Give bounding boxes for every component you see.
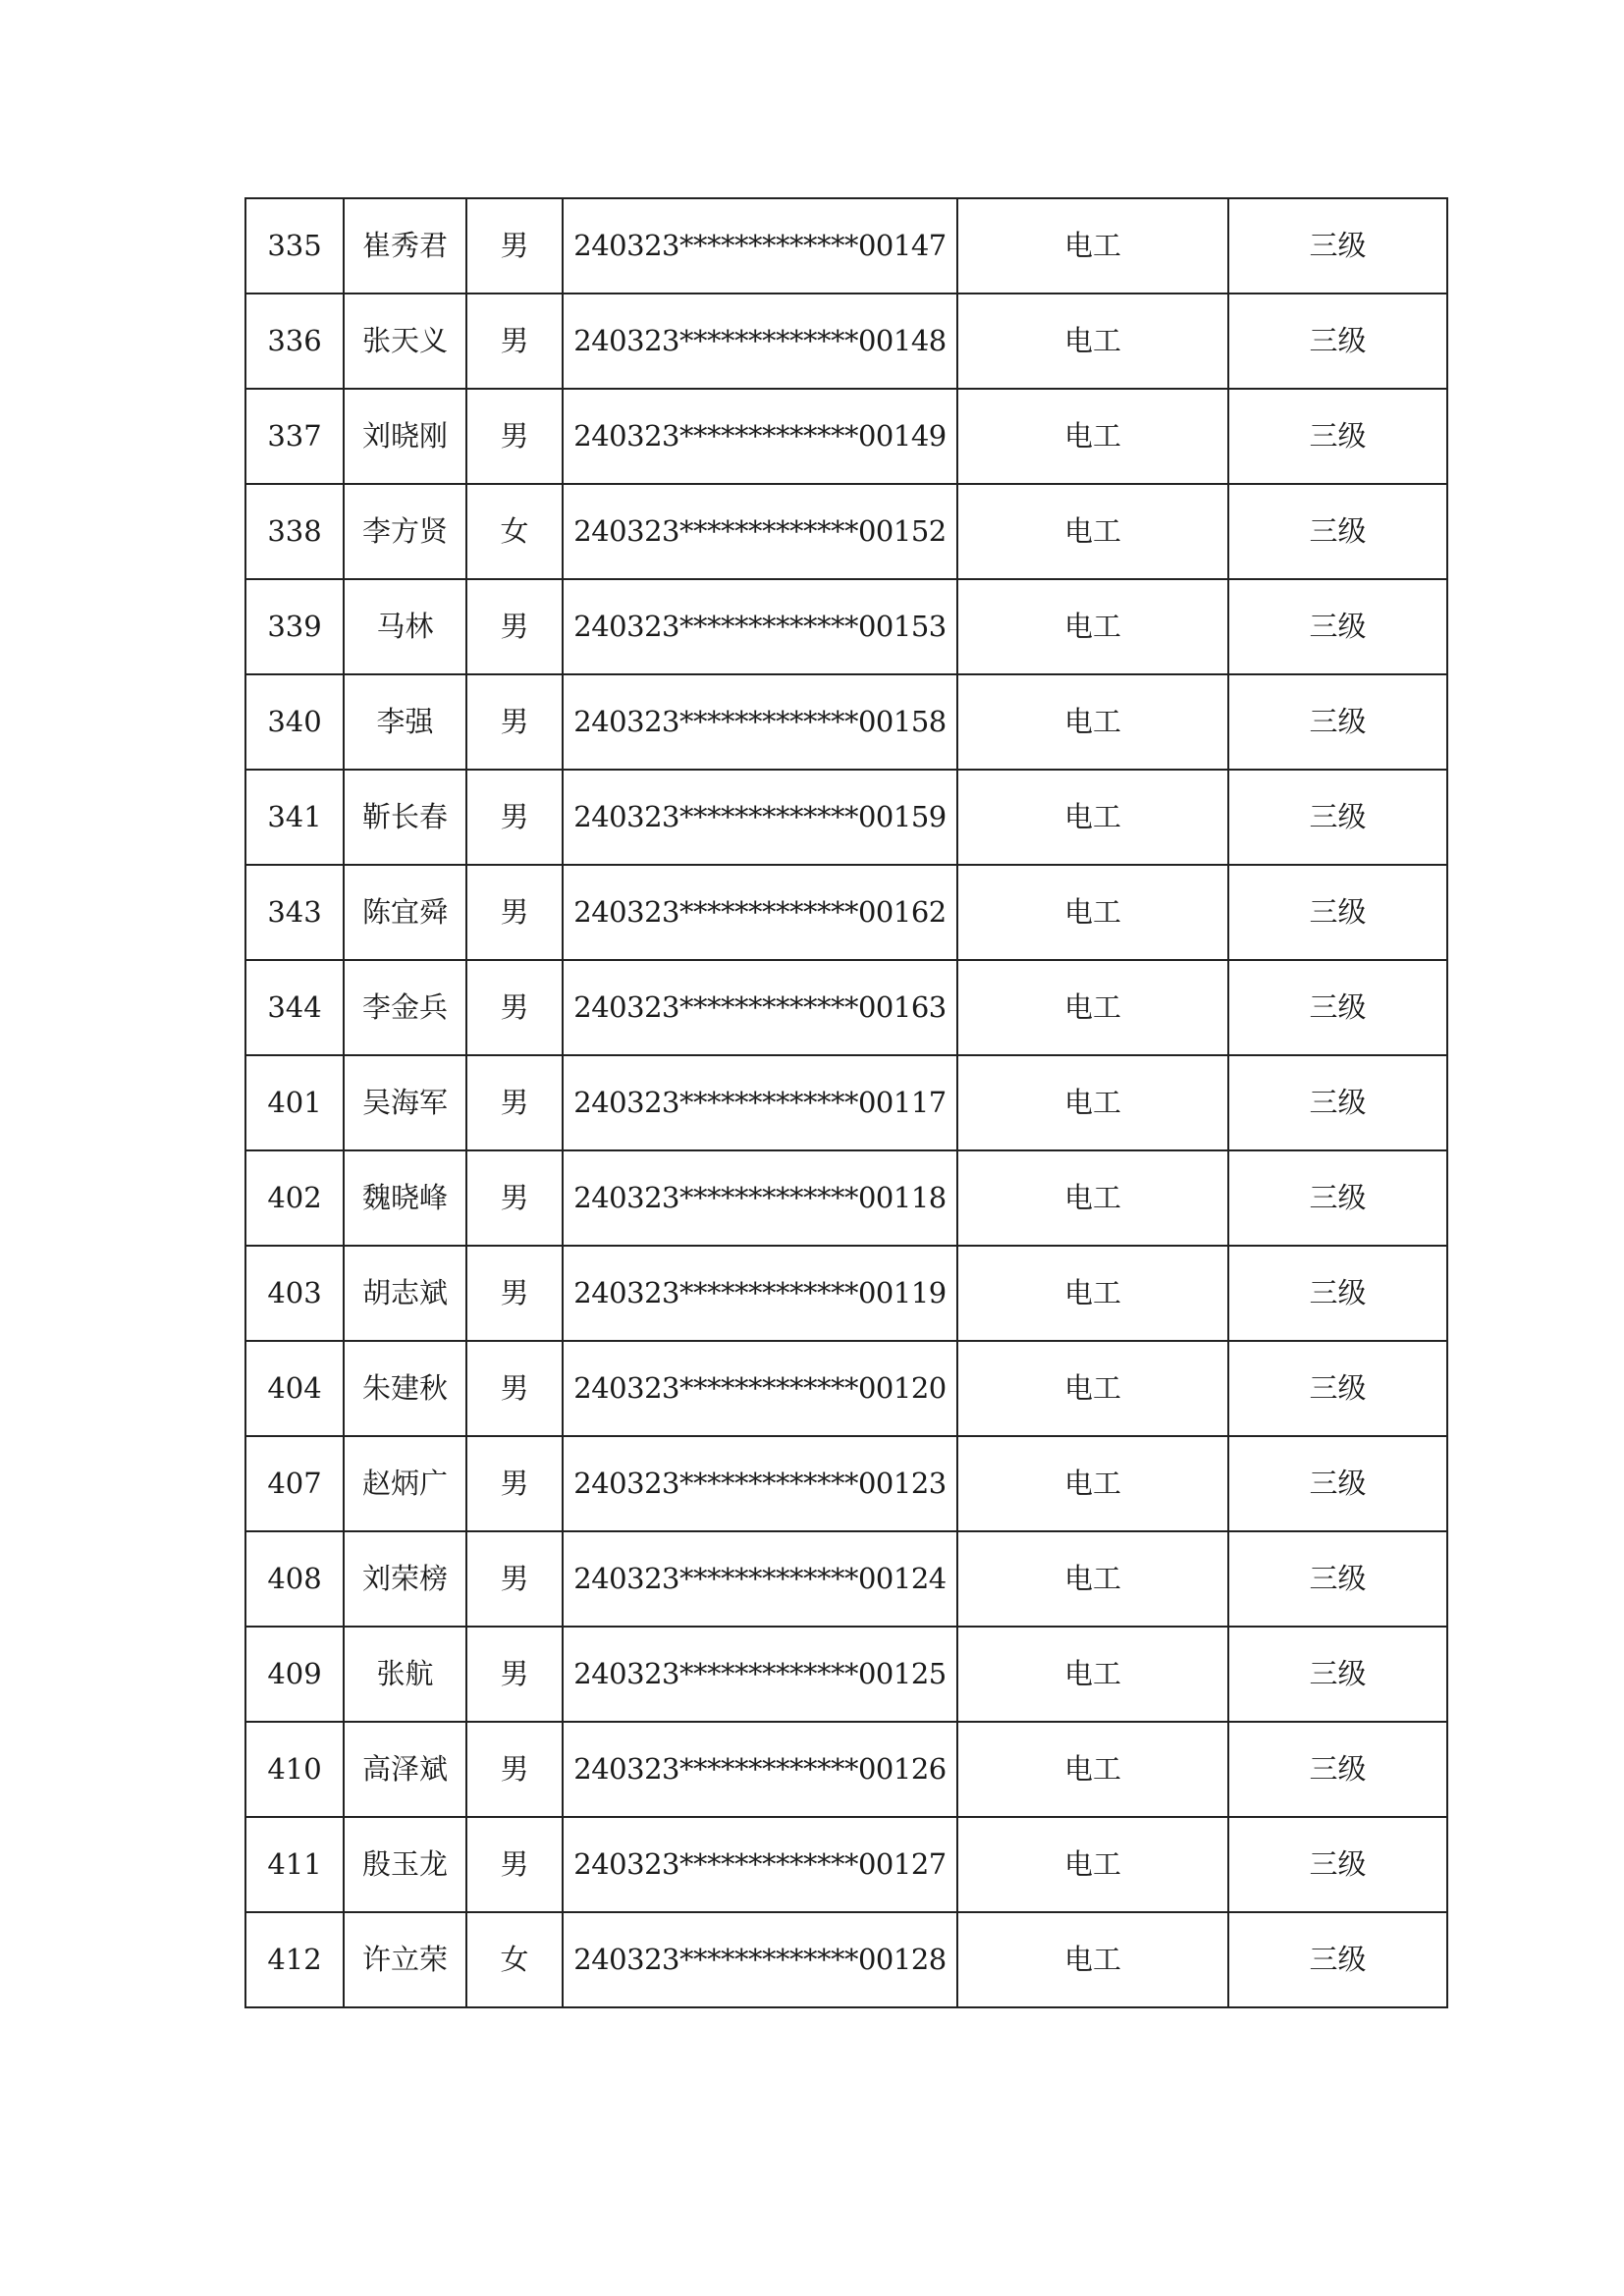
level-cell: 三级 bbox=[1228, 484, 1447, 579]
name-cell: 马林 bbox=[344, 579, 466, 674]
level-cell: 三级 bbox=[1228, 1150, 1447, 1246]
name-cell: 崔秀君 bbox=[344, 198, 466, 294]
gender-cell: 男 bbox=[466, 389, 563, 484]
level-cell: 三级 bbox=[1228, 1055, 1447, 1150]
serial-number-cell: 344 bbox=[245, 960, 344, 1055]
name-cell: 殷玉龙 bbox=[344, 1817, 466, 1912]
table-row bbox=[245, 484, 1447, 579]
id-number-cell: 240323*************00149 bbox=[563, 389, 957, 484]
name-cell: 张航 bbox=[344, 1627, 466, 1722]
gender-cell: 女 bbox=[466, 484, 563, 579]
name-cell: 吴海军 bbox=[344, 1055, 466, 1150]
name-cell: 张天义 bbox=[344, 294, 466, 389]
serial-number-cell: 335 bbox=[245, 198, 344, 294]
level-cell: 三级 bbox=[1228, 770, 1447, 865]
id-number-cell: 240323*************00128 bbox=[563, 1912, 957, 2007]
serial-number-cell: 403 bbox=[245, 1246, 344, 1341]
serial-number-cell: 408 bbox=[245, 1531, 344, 1627]
gender-cell: 男 bbox=[466, 674, 563, 770]
level-cell: 三级 bbox=[1228, 1246, 1447, 1341]
id-number-cell: 240323*************00119 bbox=[563, 1246, 957, 1341]
level-cell: 三级 bbox=[1228, 1722, 1447, 1817]
name-cell: 李金兵 bbox=[344, 960, 466, 1055]
id-number-cell: 240323*************00148 bbox=[563, 294, 957, 389]
id-number-cell: 240323*************00152 bbox=[563, 484, 957, 579]
name-cell: 刘晓刚 bbox=[344, 389, 466, 484]
table-row bbox=[245, 389, 1447, 484]
roster-table bbox=[244, 197, 1448, 2008]
gender-cell: 男 bbox=[466, 579, 563, 674]
id-number-cell: 240323*************00117 bbox=[563, 1055, 957, 1150]
trade-cell: 电工 bbox=[957, 1912, 1228, 2007]
table-row bbox=[245, 1531, 1447, 1627]
id-number-cell: 240323*************00123 bbox=[563, 1436, 957, 1531]
table-row bbox=[245, 579, 1447, 674]
trade-cell: 电工 bbox=[957, 389, 1228, 484]
id-number-cell: 240323*************00120 bbox=[563, 1341, 957, 1436]
serial-number-cell: 339 bbox=[245, 579, 344, 674]
name-cell: 许立荣 bbox=[344, 1912, 466, 2007]
serial-number-cell: 340 bbox=[245, 674, 344, 770]
level-cell: 三级 bbox=[1228, 389, 1447, 484]
trade-cell: 电工 bbox=[957, 960, 1228, 1055]
trade-cell: 电工 bbox=[957, 579, 1228, 674]
table-row bbox=[245, 1722, 1447, 1817]
gender-cell: 男 bbox=[466, 1627, 563, 1722]
name-cell: 魏晓峰 bbox=[344, 1150, 466, 1246]
level-cell: 三级 bbox=[1228, 960, 1447, 1055]
level-cell: 三级 bbox=[1228, 1912, 1447, 2007]
table-row bbox=[245, 1627, 1447, 1722]
trade-cell: 电工 bbox=[957, 770, 1228, 865]
table-row bbox=[245, 770, 1447, 865]
table-row bbox=[245, 1817, 1447, 1912]
id-number-cell: 240323*************00127 bbox=[563, 1817, 957, 1912]
name-cell: 高泽斌 bbox=[344, 1722, 466, 1817]
serial-number-cell: 336 bbox=[245, 294, 344, 389]
id-number-cell: 240323*************00159 bbox=[563, 770, 957, 865]
trade-cell: 电工 bbox=[957, 1150, 1228, 1246]
gender-cell: 男 bbox=[466, 1341, 563, 1436]
gender-cell: 男 bbox=[466, 1817, 563, 1912]
gender-cell: 男 bbox=[466, 1722, 563, 1817]
table-row bbox=[245, 1436, 1447, 1531]
level-cell: 三级 bbox=[1228, 1436, 1447, 1531]
serial-number-cell: 343 bbox=[245, 865, 344, 960]
trade-cell: 电工 bbox=[957, 1627, 1228, 1722]
gender-cell: 女 bbox=[466, 1912, 563, 2007]
roster-table-body bbox=[245, 198, 1447, 2007]
gender-cell: 男 bbox=[466, 1150, 563, 1246]
name-cell: 赵炳广 bbox=[344, 1436, 466, 1531]
level-cell: 三级 bbox=[1228, 1531, 1447, 1627]
table-row bbox=[245, 1246, 1447, 1341]
name-cell: 陈宜舜 bbox=[344, 865, 466, 960]
gender-cell: 男 bbox=[466, 1531, 563, 1627]
id-number-cell: 240323*************00162 bbox=[563, 865, 957, 960]
name-cell: 李方贤 bbox=[344, 484, 466, 579]
id-number-cell: 240323*************00125 bbox=[563, 1627, 957, 1722]
trade-cell: 电工 bbox=[957, 1341, 1228, 1436]
table-row bbox=[245, 865, 1447, 960]
id-number-cell: 240323*************00158 bbox=[563, 674, 957, 770]
level-cell: 三级 bbox=[1228, 294, 1447, 389]
table-row bbox=[245, 1341, 1447, 1436]
id-number-cell: 240323*************00124 bbox=[563, 1531, 957, 1627]
trade-cell: 电工 bbox=[957, 198, 1228, 294]
serial-number-cell: 337 bbox=[245, 389, 344, 484]
gender-cell: 男 bbox=[466, 960, 563, 1055]
serial-number-cell: 338 bbox=[245, 484, 344, 579]
id-number-cell: 240323*************00118 bbox=[563, 1150, 957, 1246]
table-row bbox=[245, 1055, 1447, 1150]
serial-number-cell: 412 bbox=[245, 1912, 344, 2007]
trade-cell: 电工 bbox=[957, 674, 1228, 770]
level-cell: 三级 bbox=[1228, 1341, 1447, 1436]
level-cell: 三级 bbox=[1228, 1627, 1447, 1722]
serial-number-cell: 401 bbox=[245, 1055, 344, 1150]
gender-cell: 男 bbox=[466, 770, 563, 865]
serial-number-cell: 410 bbox=[245, 1722, 344, 1817]
level-cell: 三级 bbox=[1228, 579, 1447, 674]
gender-cell: 男 bbox=[466, 1436, 563, 1531]
level-cell: 三级 bbox=[1228, 1817, 1447, 1912]
table-row bbox=[245, 294, 1447, 389]
serial-number-cell: 404 bbox=[245, 1341, 344, 1436]
level-cell: 三级 bbox=[1228, 198, 1447, 294]
id-number-cell: 240323*************00147 bbox=[563, 198, 957, 294]
trade-cell: 电工 bbox=[957, 1246, 1228, 1341]
table-row bbox=[245, 960, 1447, 1055]
table-row bbox=[245, 674, 1447, 770]
name-cell: 靳长春 bbox=[344, 770, 466, 865]
trade-cell: 电工 bbox=[957, 1531, 1228, 1627]
table-row bbox=[245, 198, 1447, 294]
table-row bbox=[245, 1150, 1447, 1246]
serial-number-cell: 341 bbox=[245, 770, 344, 865]
gender-cell: 男 bbox=[466, 1246, 563, 1341]
serial-number-cell: 407 bbox=[245, 1436, 344, 1531]
name-cell: 朱建秋 bbox=[344, 1341, 466, 1436]
table-row bbox=[245, 1912, 1447, 2007]
name-cell: 李强 bbox=[344, 674, 466, 770]
level-cell: 三级 bbox=[1228, 674, 1447, 770]
trade-cell: 电工 bbox=[957, 294, 1228, 389]
id-number-cell: 240323*************00163 bbox=[563, 960, 957, 1055]
name-cell: 刘荣榜 bbox=[344, 1531, 466, 1627]
trade-cell: 电工 bbox=[957, 1055, 1228, 1150]
serial-number-cell: 402 bbox=[245, 1150, 344, 1246]
serial-number-cell: 411 bbox=[245, 1817, 344, 1912]
trade-cell: 电工 bbox=[957, 1436, 1228, 1531]
trade-cell: 电工 bbox=[957, 484, 1228, 579]
id-number-cell: 240323*************00153 bbox=[563, 579, 957, 674]
name-cell: 胡志斌 bbox=[344, 1246, 466, 1341]
trade-cell: 电工 bbox=[957, 865, 1228, 960]
gender-cell: 男 bbox=[466, 865, 563, 960]
gender-cell: 男 bbox=[466, 198, 563, 294]
id-number-cell: 240323*************00126 bbox=[563, 1722, 957, 1817]
serial-number-cell: 409 bbox=[245, 1627, 344, 1722]
level-cell: 三级 bbox=[1228, 865, 1447, 960]
trade-cell: 电工 bbox=[957, 1722, 1228, 1817]
gender-cell: 男 bbox=[466, 294, 563, 389]
trade-cell: 电工 bbox=[957, 1817, 1228, 1912]
gender-cell: 男 bbox=[466, 1055, 563, 1150]
